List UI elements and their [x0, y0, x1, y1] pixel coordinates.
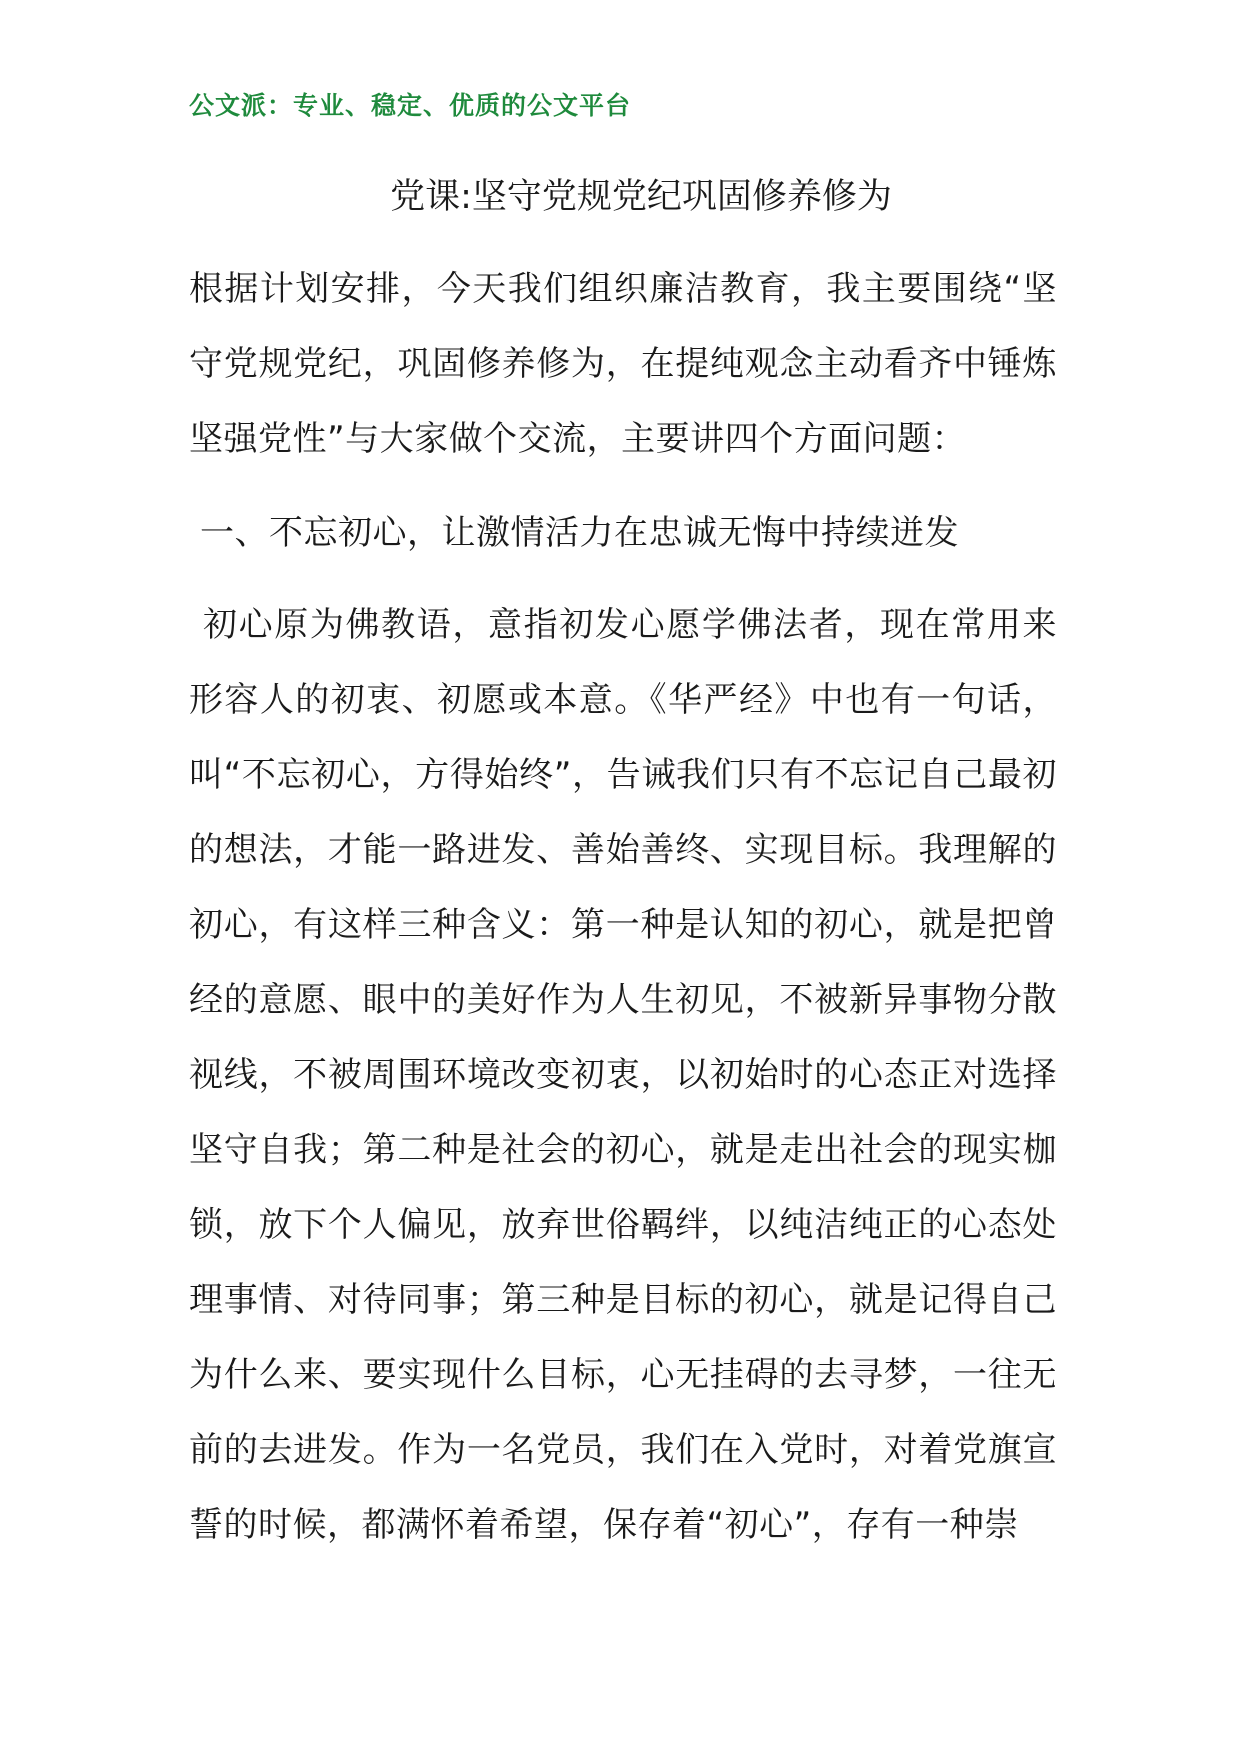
header-brand-text: 公文派：专业、稳定、优质的公文平台: [189, 91, 632, 120]
section-1-paragraph: 初心原为佛教语，意指初发心愿学佛法者，现在常用来形容人的初衷、初愿或本意。《华严经》中也有一句话，叫“不忘初心，方得始终”，告诫我们只有不忘记自己最初的想法，才能一路进发、善始善终、实现目标。我理解的初心，有这样三种含义：第一种是认知的初心，就是把曾经的意愿、眼中的美好作为人生初见，不被新异事物分散视线，不被周围环境改变初衷，以初始时的心态正对选择坚守自我；第二种是社会的初心，就是走出社会的现实枷锁，放下个人偏见，放弃世俗羁绊，以纯洁纯正的心态处理事情、对待同事；第三种是目标的初心，就是记得自己为什么来、要实现什么目标，心无挂碍的去寻梦，一往无前的去进发。作为一名党员，我们在入党时，对着党旗宣誓的时候，都满怀着希望，保存着“初心”，存有一种崇: [189, 605, 1057, 1545]
document-title: 党课:坚守党规党纪巩固修养修为: [390, 177, 892, 217]
intro-paragraph: 根据计划安排，今天我们组织廉洁教育，我主要围绕“坚守党规党纪，巩固修养修为，在提纯观念主动看齐中锤炼坚强党性”与大家做个交流，主要讲四个方面问题：: [189, 269, 1057, 459]
section-heading-1: 一、不忘初心，让激情活力在忠诚无悔中持续迸发: [200, 513, 959, 553]
